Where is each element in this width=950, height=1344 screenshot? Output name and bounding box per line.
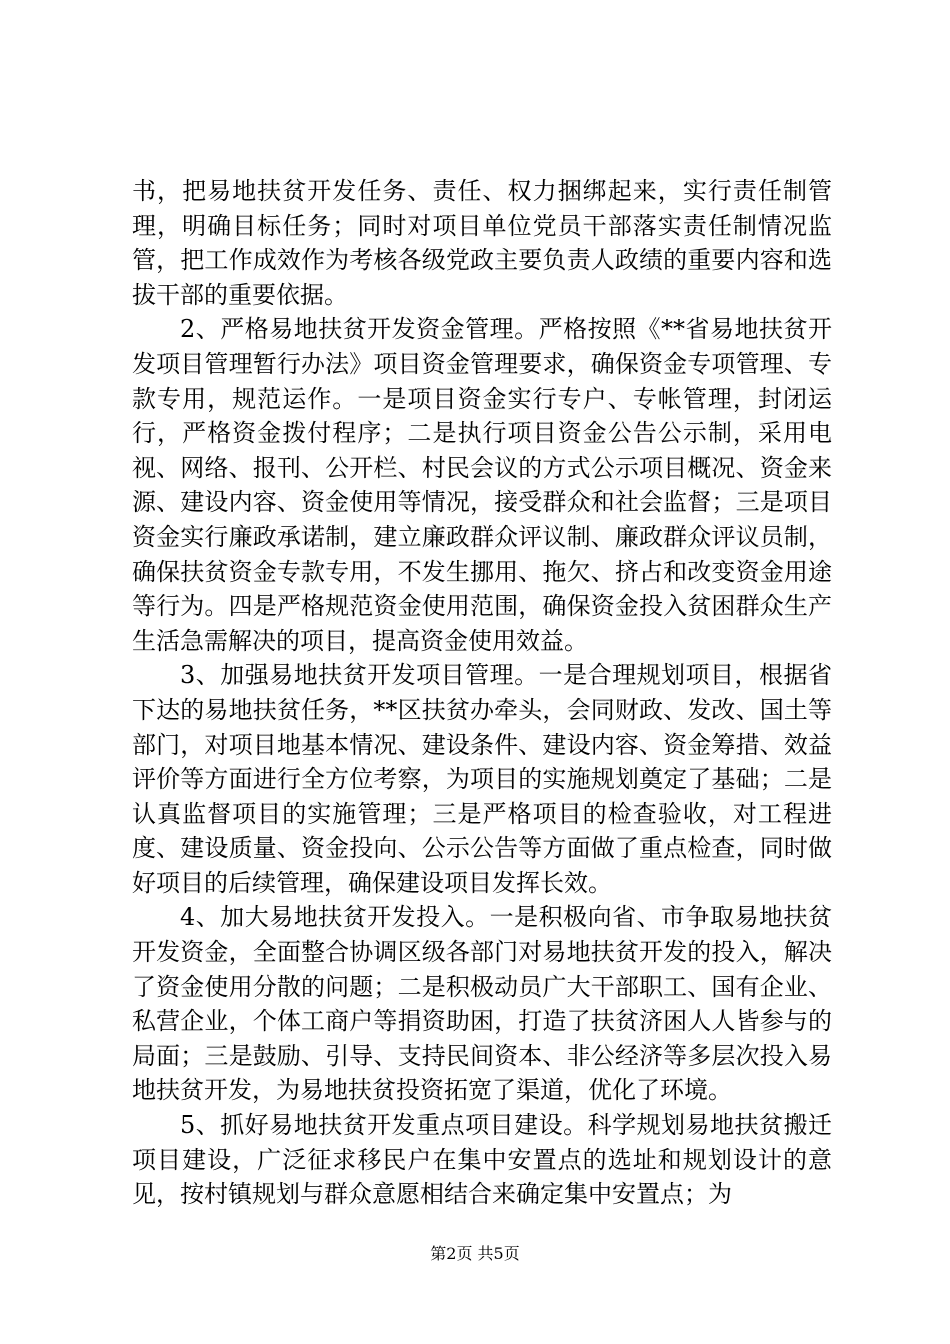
paragraph-investment: 4、加大易地扶贫开发投入。一是积极向省、市争取易地扶贫开发资金，全面整合协调区级各部门对易地扶贫开发的投入，解决了资金使用分散的问题；二是积极动员广大干部职工、国有企业、私营企业，个体工商户等捐资助困，打造了扶贫济困人人皆参与的局面；三是鼓励、引导、支持民间资本、非公经济等多层次投入易地扶贫开发，为易地扶贫投资拓宽了渠道，优化了环境。	[132, 903, 832, 1105]
paragraph-project-management: 3、加强易地扶贫开发项目管理。一是合理规划项目，根据省下达的易地扶贫任务，**区扶贫办牵头，会同财政、发改、国土等部门，对项目地基本情况、建设条件、建设内容、资金筹措、效益评价等方面进行全方位考察，为项目的实施规划奠定了基础；二是认真监督项目的实施管理；三是严格项目的检查验收，对工程进度、建设质量、资金投向、公示公告等方面做了重点检查，同时做好项目的后续管理，确保建设项目发挥长效。	[132, 661, 832, 897]
body-text	[132, 174, 832, 1212]
paragraph-continuation: 书，把易地扶贫开发任务、责任、权力捆绑起来，实行责任制管理，明确目标任务；同时对项目单位党员干部落实责任制情况监管，把工作成效作为考核各级党政主要负责人政绩的重要内容和选拔干部的重要依据。	[132, 177, 832, 309]
paragraph-fund-management: 2、严格易地扶贫开发资金管理。严格按照《**省易地扶贫开发项目管理暂行办法》项目资金管理要求，确保资金专项管理、专款专用，规范运作。一是项目资金实行专户、专帐管理，封闭运行，严格资金拨付程序；二是执行项目资金公告公示制，采用电视、网络、报刊、公开栏、村民会议的方式公示项目概况、资金来源、建设内容、资金使用等情况，接受群众和社会监督；三是项目资金实行廉政承诺制，建立廉政群众评议制、廉政群众评议员制，确保扶贫资金专款专用，不发生挪用、拖欠、挤占和改变资金用途等行为。四是严格规范资金使用范围，确保资金投入贫困群众生产生活急需解决的项目，提高资金使用效益。	[132, 315, 832, 655]
paragraph-key-projects: 5、抓好易地扶贫开发重点项目建设。科学规划易地扶贫搬迁项目建设，广泛征求移民户在集中安置点的选址和规划设计的意见，按村镇规划与群众意愿相结合来确定集中安置点；为	[132, 1111, 832, 1209]
page-footer: 第2页 共5页	[430, 1244, 520, 1263]
